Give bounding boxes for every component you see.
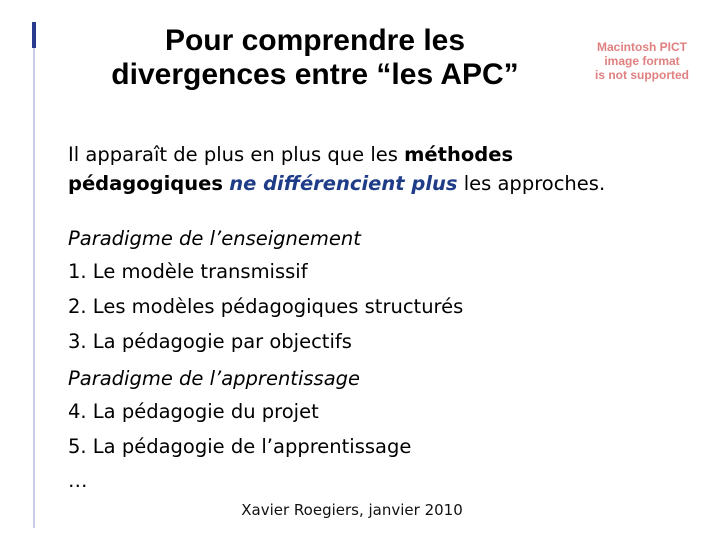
list-item: 1. Le modèle transmissif — [68, 260, 308, 283]
list-item: 4. La pédagogie du projet — [68, 400, 319, 423]
intro-bold-pedagogiques: pédagogiques — [68, 172, 223, 195]
intro-text: Il apparaît de plus en plus que les — [68, 143, 405, 166]
intro-line-2 — [68, 169, 708, 198]
heading-teaching-paradigm: Paradigme de l’enseignement — [68, 227, 361, 250]
slide-title — [60, 24, 570, 92]
intro-emphasis: ne différencient plus — [229, 172, 458, 195]
list-item: 5. La pédagogie de l’apprentissage — [68, 435, 412, 458]
list-item: 2. Les modèles pédagogiques structurés — [68, 295, 464, 318]
unsupported-image-placeholder — [586, 40, 698, 82]
intro-paragraph — [68, 140, 708, 198]
footer-text: Xavier Roegiers, janvier 2010 — [241, 501, 463, 519]
slide-footer — [0, 500, 720, 520]
intro-text-end: les approches. — [457, 172, 606, 195]
list-item: 3. La pédagogie par objectifs — [68, 330, 352, 353]
placeholder-line-1: Macintosh PICT — [596, 40, 687, 54]
intro-bold-methodes: méthodes — [404, 143, 514, 166]
accent-bar — [32, 22, 36, 48]
slide-title-line-1: Pour comprendre les — [164, 24, 466, 57]
accent-bar-line — [33, 48, 35, 528]
intro-line-1 — [68, 140, 708, 169]
heading-learning-paradigm: Paradigme de l’apprentissage — [68, 367, 361, 390]
list-item-ellipsis: … — [68, 469, 88, 492]
slide-title-line-2: divergences entre “les APC” — [111, 58, 519, 91]
placeholder-line-2: image format — [604, 54, 680, 68]
placeholder-line-3: is not supported — [595, 68, 689, 82]
